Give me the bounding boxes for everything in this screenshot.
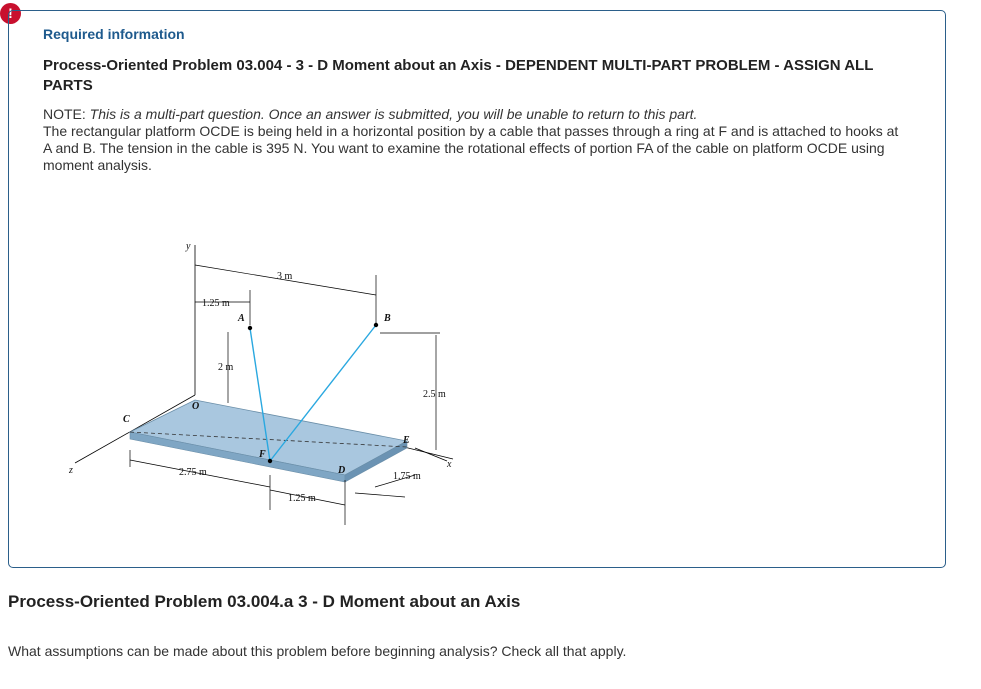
problem-title: Process-Oriented Problem 03.004 - 3 - D Moment about an Axis - DEPENDENT MULTI-PART PROBLEM - ASSIGN ALL PARTS xyxy=(43,57,874,94)
problem-note xyxy=(43,106,903,174)
label-c: C xyxy=(123,414,130,425)
label-f: F xyxy=(259,449,266,460)
point-a xyxy=(248,326,252,330)
dim-125-bot: 1.25 m xyxy=(288,493,316,504)
dim-125-top: 1.25 m xyxy=(202,298,230,309)
label-x: x xyxy=(447,459,452,470)
required-info-heading: Required information xyxy=(43,26,185,42)
label-e: E xyxy=(403,435,410,446)
platform-figure xyxy=(55,235,485,525)
dim-275: 2.75 m xyxy=(179,467,207,478)
part-title: Process-Oriented Problem 03.004.a 3 - D Moment about an Axis xyxy=(8,592,521,611)
note-body: The rectangular platform OCDE is being held in a horizontal position by a cable that passes through a ring at F and is attached to hooks at A and B. The tension in the cable is 395 N. You want to examine the rotational effects of portion FA of the cable on platform OCDE using moment analysis. xyxy=(43,123,899,173)
label-z: z xyxy=(69,465,73,476)
dim-3m: 3 m xyxy=(277,271,293,282)
dim-2m: 2 m xyxy=(218,362,234,373)
note-italic: This is a multi-part question. Once an answer is submitted, you will be unable to return to this part. xyxy=(89,106,698,122)
point-f xyxy=(268,459,272,463)
x-axis xyxy=(415,448,447,461)
dim-175: 1.75 m xyxy=(393,471,421,482)
alert-icon: ! xyxy=(0,3,21,24)
label-y: y xyxy=(186,241,191,252)
label-d: D xyxy=(338,465,346,476)
label-b: B xyxy=(384,313,391,324)
question-text: What assumptions can be made about this problem before beginning analysis? Check all that apply. xyxy=(8,643,627,659)
platform-diagram xyxy=(55,235,485,525)
label-a: A xyxy=(238,313,245,324)
dim-25m: 2.5 m xyxy=(423,389,446,400)
label-o: O xyxy=(192,401,200,412)
note-label: NOTE: xyxy=(43,106,90,122)
